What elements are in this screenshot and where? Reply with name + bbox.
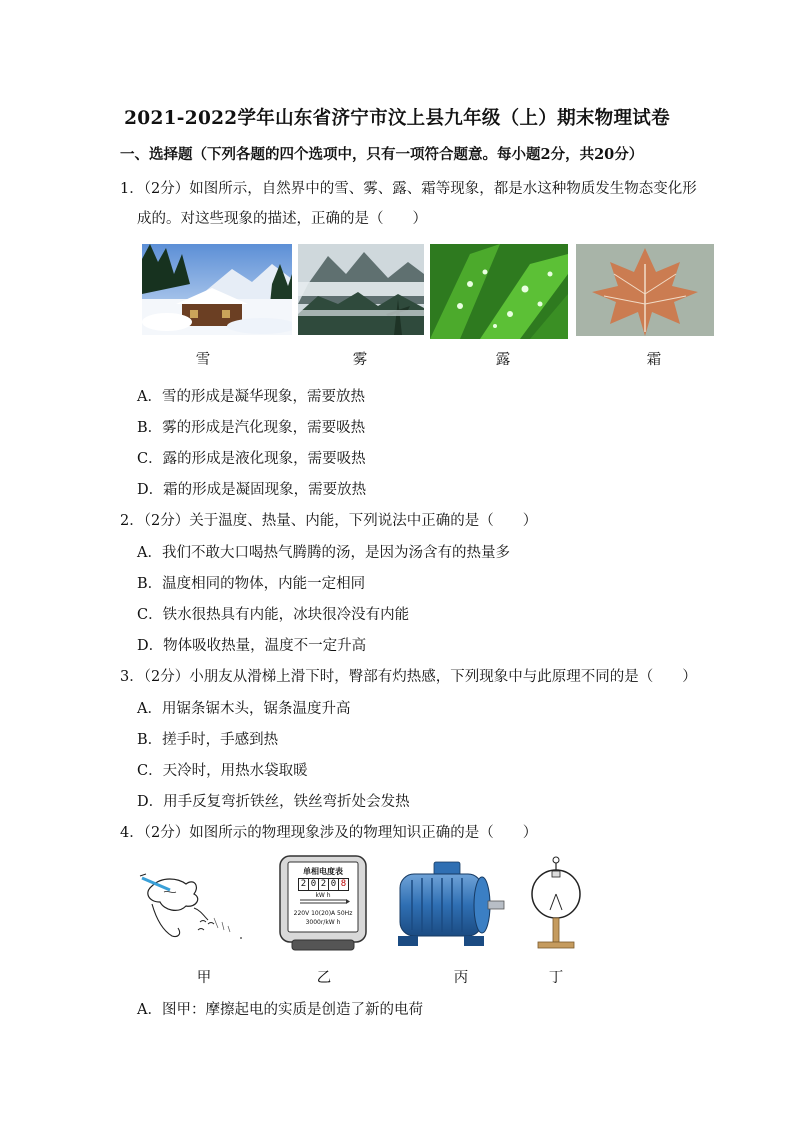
meter-spec-1: 220V 10(20)A 50Hz (293, 910, 353, 917)
caption-dew: 露 (495, 352, 511, 368)
q2-option-b: B．温度相同的物体，内能一定相同 (137, 576, 366, 592)
electric-motor-figure (388, 860, 506, 952)
caption-fog: 雾 (352, 352, 368, 368)
q3-option-a: A．用锯条锯木头，锯条温度升高 (137, 701, 351, 717)
q1-option-a: A．雪的形成是凝华现象，需要放热 (137, 389, 365, 405)
meter-digit: 8 (339, 878, 349, 891)
q2-option-a: A．我们不敢大口喝热气腾腾的汤，是因为汤含有的热量多 (137, 545, 510, 561)
dew-image (430, 244, 568, 339)
friction-figure (138, 864, 248, 944)
caption-yi: 乙 (316, 970, 332, 986)
q1-option-d: D．霜的形成是凝固现象，需要放热 (137, 482, 367, 498)
caption-frost: 霜 (646, 352, 662, 368)
page-title: 2021-2022学年山东省济宁市汶上县九年级（上）期末物理试卷 (124, 108, 670, 129)
q3-option-b: B．搓手时，手感到热 (137, 732, 279, 748)
meter-spec-2: 3000r/kW h (305, 919, 341, 926)
q4-stem: 4．（2分）如图所示的物理现象涉及的物理知识正确的是（ ） (120, 825, 538, 841)
meter-title: 单相电度表 (303, 867, 343, 876)
q4-option-a: A．图甲：摩擦起电的实质是创造了新的电荷 (137, 1002, 423, 1018)
q1-option-b: B．雾的形成是汽化现象，需要吸热 (137, 420, 366, 436)
q3-option-c: C．天冷时，用热水袋取暖 (137, 763, 308, 779)
q2-option-d: D．物体吸收热量，温度不一定升高 (137, 638, 367, 654)
q2-option-c: C．铁水很热具有内能，冰块很冷没有内能 (137, 607, 410, 623)
caption-snow: 雪 (195, 352, 211, 368)
caption-ding: 丁 (548, 970, 564, 986)
meter-unit: kW h (315, 892, 331, 899)
q1-stem-line1: 1．（2分）如图所示，自然界中的雪、雾、露、霜等现象，都是水这种物质发生物态变化形 (120, 181, 697, 197)
meter-digit: 2 (298, 878, 309, 891)
q1-stem-line2: 成的。对这些现象的描述，正确的是（ ） (137, 211, 427, 227)
electroscope-figure (526, 852, 586, 956)
meter-digit: 2 (319, 878, 329, 891)
snow-image (142, 244, 292, 335)
fog-image (298, 244, 424, 335)
q3-stem: 3．（2分）小朋友从滑梯上滑下时，臀部有灼热感，下列现象中与此原理不同的是（ ） (120, 669, 697, 685)
meter-digit: 0 (329, 878, 339, 891)
frost-image (576, 244, 714, 336)
meter-digits (298, 878, 349, 891)
caption-bing: 丙 (453, 970, 469, 986)
electricity-meter-figure (278, 854, 368, 954)
meter-digit: 0 (309, 878, 319, 891)
section-heading: 一、选择题（下列各题的四个选项中，只有一项符合题意。每小题2分，共20分） (120, 146, 644, 163)
q1-option-c: C．露的形成是液化现象，需要吸热 (137, 451, 366, 467)
q2-stem: 2．（2分）关于温度、热量、内能，下列说法中正确的是（ ） (120, 513, 538, 529)
q3-option-d: D．用手反复弯折铁丝，铁丝弯折处会发热 (137, 794, 410, 810)
caption-jia: 甲 (196, 970, 212, 986)
